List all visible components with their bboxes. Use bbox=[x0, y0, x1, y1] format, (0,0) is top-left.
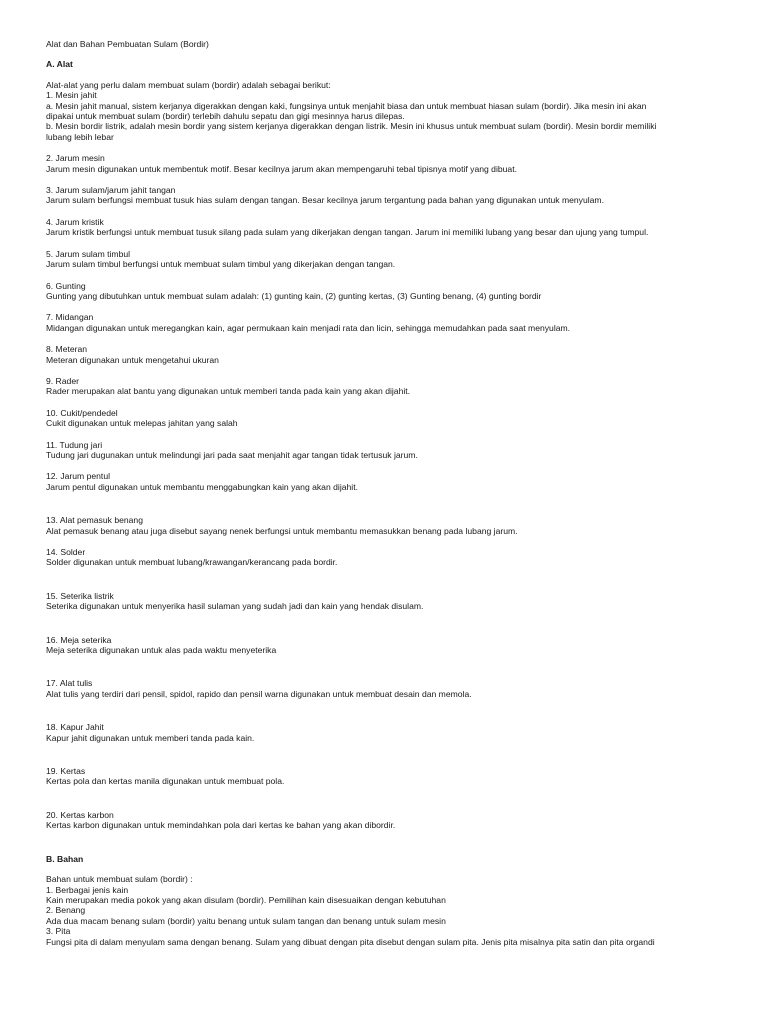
item-title: 20. Kertas karbon bbox=[46, 809, 114, 820]
item-title: 19. Kertas bbox=[46, 766, 86, 777]
item-desc: Jarum kristik berfungsi untuk membuat tusuk silang pada sulam yang dikerjakan dengan tangan. Jarum ini memiliki lubang yang besar dan ujung yang tumpul. bbox=[46, 227, 649, 238]
item-desc: Alat tulis yang terdiri dari pensil, spidol, rapido dan pensil warna digunakan untuk membuat desain dan memola. bbox=[46, 688, 472, 699]
document-page bbox=[46, 39, 746, 947]
section-b-line: Fungsi pita di dalam menyulam sama dengan benang. Sulam yang dibuat dengan pita disebut dengan sulam pita. Jenis pita misalnya pita satin dan pita organdi bbox=[46, 936, 655, 947]
item-desc: Kertas pola dan kertas manila digunakan untuk membuat pola. bbox=[46, 776, 285, 787]
section-b-line: 3. Pita bbox=[46, 926, 71, 937]
item-desc: Kertas karbon digunakan untuk memindahkan pola dari kertas ke bahan yang akan dibordir. bbox=[46, 820, 396, 831]
section-b-heading: B. Bahan bbox=[46, 853, 84, 864]
section-b-line: Bahan untuk membuat sulam (bordir) : bbox=[46, 874, 193, 885]
section-a-intro: Alat-alat yang perlu dalam membuat sulam (bordir) adalah sebagai berikut: bbox=[46, 79, 331, 90]
document-title: Alat dan Bahan Pembuatan Sulam (Bordir) bbox=[46, 39, 209, 49]
item-desc: Seterika digunakan untuk menyerika hasil sulaman yang sudah jadi dan kain yang hendak disulam. bbox=[46, 601, 424, 612]
item-title: 16. Meja seterika bbox=[46, 634, 112, 645]
item-desc: Kapur jahit digunakan untuk memberi tanda pada kain. bbox=[46, 732, 255, 743]
item-desc-line: a. Mesin jahit manual, sistem kerjanya digerakkan dengan kaki, fungsinya untuk menjahit biasa dan untuk membuat hiasan sulam (bordir). Jika mesin ini akan bbox=[46, 100, 647, 111]
section-b-line: Kain merupakan media pokok yang akan disulam (bordir). Pemilihan kain disesuaikan dengan kebutuhan bbox=[46, 894, 446, 905]
item-title: 11. Tudung jari bbox=[46, 439, 103, 450]
section-b-line: 1. Berbagai jenis kain bbox=[46, 884, 129, 895]
item-desc: Meteran digunakan untuk mengetahui ukuran bbox=[46, 354, 219, 365]
item-title: 8. Meteran bbox=[46, 344, 88, 355]
item-desc: Jarum mesin digunakan untuk membentuk motif. Besar kecilnya jarum akan mempengaruhi tebal tipisnya motif yang dibuat. bbox=[46, 163, 517, 174]
item-desc: Jarum sulam berfungsi membuat tusuk hias sulam dengan tangan. Besar kecilnya jarum tergantung pada bahan yang digunakan untuk menyulam. bbox=[46, 195, 604, 206]
item-desc: Gunting yang dibutuhkan untuk membuat sulam adalah: (1) gunting kain, (2) gunting kertas, (3) Gunting benang, (4) gunting bordir bbox=[46, 290, 542, 301]
item-desc: Solder digunakan untuk membuat lubang/krawangan/kerancang pada bordir. bbox=[46, 557, 338, 568]
item-desc: Rader merupakan alat bantu yang digunakan untuk memberi tanda pada kain yang akan dijahit. bbox=[46, 386, 411, 397]
section-a-heading: A. Alat bbox=[46, 59, 73, 70]
item-title: 18. Kapur Jahit bbox=[46, 722, 104, 733]
item-title: 3. Jarum sulam/jarum jahit tangan bbox=[46, 185, 176, 196]
item-title: 14. Solder bbox=[46, 547, 86, 557]
item-title: 4. Jarum kristik bbox=[46, 216, 104, 227]
item-desc: Midangan digunakan untuk meregangkan kain, agar permukaan kain menjadi rata dan licin, sehingga memudahkan pada saat menyulam. bbox=[46, 322, 571, 333]
item-desc-line: dipakai untuk membuat sulam (bordir) terlebih dahulu sepatu dan gigi mesinnya harus dilepas. bbox=[46, 111, 405, 122]
item-title: 7. Midangan bbox=[46, 312, 94, 323]
item-desc: Meja seterika digunakan untuk alas pada waktu menyeterika bbox=[46, 645, 277, 656]
item-title: 13. Alat pemasuk benang bbox=[46, 515, 143, 526]
item-desc: Jarum sulam timbul berfungsi untuk membuat sulam timbul yang dikerjakan dengan tangan. bbox=[46, 259, 396, 270]
item-desc: Jarum pentul digunakan untuk membantu menggabungkan kain yang akan dijahit. bbox=[46, 481, 358, 492]
item-desc: Tudung jari dugunakan untuk melindungi jari pada saat menjahit agar tangan tidak tertusuk jarum. bbox=[46, 449, 418, 460]
item-desc: Cukit digunakan untuk melepas jahitan yang salah bbox=[46, 418, 238, 429]
item-title: 10. Cukit/pendedel bbox=[46, 407, 118, 418]
section-b-line: Ada dua macam benang sulam (bordir) yaitu benang untuk sulam tangan dan benang untuk sulam mesin bbox=[46, 915, 446, 926]
item-title: 1. Mesin jahit bbox=[46, 90, 97, 101]
item-title: 12. Jarum pentul bbox=[46, 471, 111, 482]
section-b-line: 2. Benang bbox=[46, 905, 86, 916]
item-title: 17. Alat tulis bbox=[46, 678, 93, 689]
item-desc-line: b. Mesin bordir listrik, adalah mesin bordir yang sistem kerjanya digerakkan dengan listrik. Mesin ini khusus untuk membuat sulam (bordir). Mesin bordir memiliki bbox=[46, 121, 657, 132]
item-title: 5. Jarum sulam timbul bbox=[46, 248, 131, 259]
item-title: 2. Jarum mesin bbox=[46, 153, 105, 164]
item-desc: Alat pemasuk benang atau juga disebut sayang nenek berfungsi untuk membantu memasukkan benang pada lubang jarum. bbox=[46, 525, 518, 536]
item-title: 15. Seterika listrik bbox=[46, 590, 114, 601]
item-desc-line: lubang lebih lebar bbox=[46, 131, 114, 142]
item-title: 9. Rader bbox=[46, 375, 79, 386]
item-title: 6. Gunting bbox=[46, 280, 86, 291]
